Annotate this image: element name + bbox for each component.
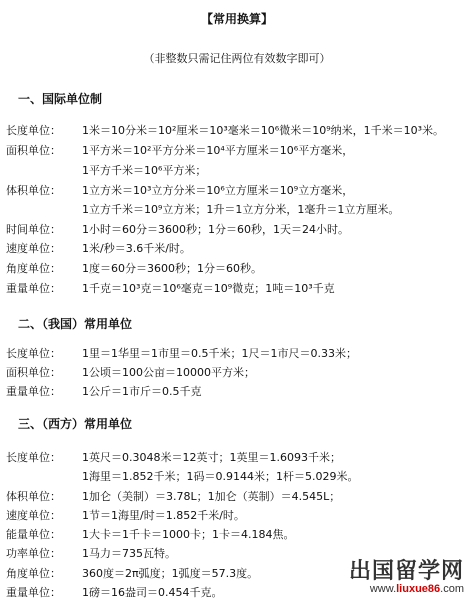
unit-text: 1马力＝735瓦特。 <box>82 547 176 560</box>
unit-line <box>6 122 444 138</box>
unit-label: 长度单位： <box>6 347 61 360</box>
unit-text: 1磅＝16盎司＝0.454千克。 <box>82 586 223 599</box>
site-watermark <box>349 554 464 595</box>
unit-text: 1英尺＝0.3048米＝12英寸；1英里＝1.6093千米； <box>82 451 341 464</box>
unit-text: 1大卡＝1千卡＝1000卡；1卡＝4.184焦。 <box>82 528 295 541</box>
unit-label: 面积单位： <box>6 366 61 379</box>
section-heading-international: 一、国际单位制 <box>18 92 103 106</box>
unit-line <box>6 565 258 581</box>
section-heading-western: 三、（西方）常用单位 <box>18 417 133 431</box>
unit-label: 时间单位： <box>6 223 61 236</box>
unit-line <box>6 383 202 399</box>
unit-line <box>6 162 206 178</box>
unit-line <box>6 526 294 542</box>
watermark-site-name: 出国留学网 <box>348 559 464 584</box>
unit-text: 1立方米＝10³立方分米＝10⁶立方厘米＝10⁹立方毫米， <box>82 184 354 197</box>
unit-text: 1海里＝1.852千米；1码＝0.9144米；1杆＝5.029米。 <box>82 470 359 483</box>
unit-line <box>6 468 358 484</box>
unit-label: 重量单位： <box>6 586 61 599</box>
unit-line <box>6 240 191 256</box>
unit-line <box>6 201 399 217</box>
unit-line <box>6 584 223 600</box>
unit-text: 1度＝60分＝3600秒；1分＝60秒。 <box>82 262 262 275</box>
unit-line <box>6 280 335 296</box>
unit-label: 能量单位： <box>6 528 61 541</box>
unit-text: 1公顷＝100公亩＝10000平方米； <box>82 366 255 379</box>
unit-label: 重量单位： <box>6 282 61 295</box>
unit-line <box>6 449 341 465</box>
unit-text: 1立方千米＝10⁹立方米；1升＝1立方分米，1毫升＝1立方厘米。 <box>82 203 400 216</box>
unit-text: 1千克＝10³克＝10⁶毫克＝10⁹微克；1吨＝10³千克 <box>82 282 335 295</box>
unit-line <box>6 142 353 158</box>
section-heading-china: 二、（我国）常用单位 <box>18 317 133 331</box>
unit-text: 1公斤＝1市斤＝0.5千克 <box>82 385 202 398</box>
unit-line <box>6 364 255 380</box>
unit-text: 1节＝1海里/时＝1.852千米/时。 <box>82 509 245 522</box>
watermark-url-domain: liuxue86 <box>396 583 441 595</box>
unit-line <box>6 221 349 237</box>
unit-text: 1米/秒＝3.6千米/时。 <box>82 242 191 255</box>
unit-label: 长度单位： <box>6 124 61 137</box>
unit-text: 1加仑（美制）＝3.78L；1加仑（英制）＝4.545L； <box>82 490 341 503</box>
unit-text: 360度＝2π弧度；1弧度＝57.3度。 <box>82 567 259 580</box>
unit-line <box>6 260 262 276</box>
unit-line <box>6 345 357 361</box>
unit-label: 角度单位： <box>6 262 61 275</box>
unit-text: 1平方千米＝10⁶平方米； <box>82 164 207 177</box>
unit-text: 1里＝1华里＝1市里＝0.5千米；1尺＝1市尺＝0.33米； <box>82 347 357 360</box>
watermark-url-suffix: .com <box>440 583 464 595</box>
unit-label: 角度单位： <box>6 567 61 580</box>
unit-line <box>6 545 176 561</box>
unit-label: 长度单位： <box>6 451 61 464</box>
unit-line <box>6 507 245 523</box>
watermark-url-prefix: www. <box>369 583 397 595</box>
unit-label: 面积单位： <box>6 144 61 157</box>
unit-label: 体积单位： <box>6 490 61 503</box>
page-title: 【常用换算】 <box>200 12 273 26</box>
unit-label: 速度单位： <box>6 509 61 522</box>
unit-line <box>6 488 340 504</box>
unit-text: 1平方米＝10²平方分米＝10⁴平方厘米＝10⁶平方毫米， <box>82 144 354 157</box>
unit-label: 重量单位： <box>6 385 61 398</box>
unit-text: 1小时＝60分＝3600秒；1分＝60秒，1天＝24小时。 <box>82 223 349 236</box>
unit-label: 功率单位： <box>6 547 61 560</box>
page-subtitle: （非整数只需记住两位有效数字即可） <box>143 52 331 65</box>
unit-text: 1米＝10分米＝10²厘米＝10³毫米＝10⁶微米＝10⁹纳米，1千米＝10³米。 <box>82 124 445 137</box>
unit-label: 速度单位： <box>6 242 61 255</box>
unit-line <box>6 182 353 198</box>
unit-label: 体积单位： <box>6 184 61 197</box>
